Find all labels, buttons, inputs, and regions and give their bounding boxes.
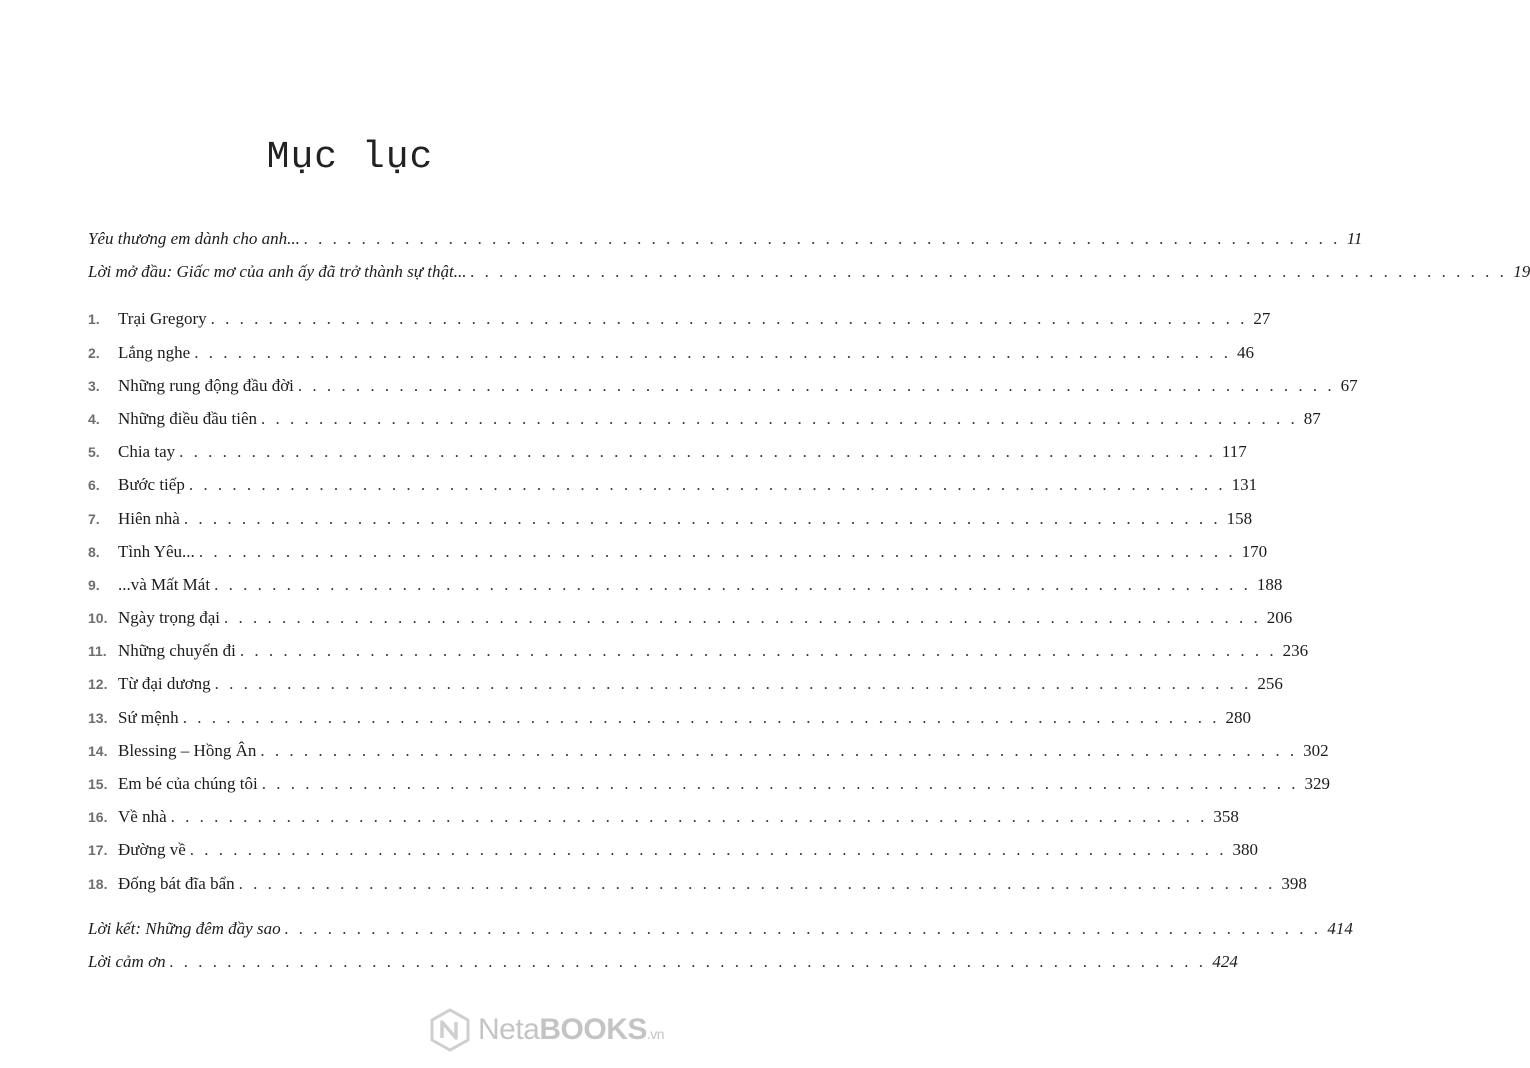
chapter-number: 5. (88, 444, 100, 461)
chapter-number: 10. (88, 610, 108, 627)
page-number: 424 (1212, 951, 1238, 971)
toc-entry (88, 408, 1321, 442)
entry-title: Lắng nghe (118, 342, 191, 362)
toc-entry (88, 574, 1283, 608)
entry-title: Về nhà (118, 807, 167, 827)
toc-entry (88, 740, 1329, 774)
chapter-number: 4. (88, 410, 100, 427)
toc-entry (88, 442, 1247, 475)
dot-leader: . . . . . . . . . . . . . . . . . . . . . . . . . . . . . . . . . . . . . . . . . . . . . . . . . . . . . . . . . . . . . . . . . . . . . . . . (210, 309, 1248, 329)
toc-entry (88, 641, 1309, 674)
dot-leader: . . . . . . . . . . . . . . . . . . . . . . . . . . . . . . . . . . . . . . . . . . . . . . . . . . . . . . . . . . . . . . . . . . . . . . . . (297, 375, 1335, 395)
netabooks-logo-icon (428, 1008, 472, 1052)
page-number: 170 (1241, 541, 1268, 561)
toc-entry (88, 475, 1258, 508)
chapter-number: 16. (88, 809, 108, 826)
toc-entry (88, 342, 1254, 376)
chapter-number: 15. (88, 776, 108, 792)
page-number: 87 (1303, 408, 1321, 428)
dot-leader: . . . . . . . . . . . . . . . . . . . . . . . . . . . . . . . . . . . . . . . . . . . . . . . . . . . . . . . . . . . . . . . . . . . . . . . . (470, 262, 1508, 282)
entry-title: Tình Yêu... (118, 541, 195, 561)
page-number: 131 (1231, 475, 1258, 495)
dot-leader: . . . . . . . . . . . . . . . . . . . . . . . . . . . . . . . . . . . . . . . . . . . . . . . . . . . . . . . . . . . . . . . . . . . . . . . . (183, 508, 1221, 528)
entry-title: Lời kết: Những đêm đầy sao (88, 918, 281, 938)
toc-entry (88, 918, 1353, 952)
chapter-number: 1. (88, 311, 100, 328)
page-number: 380 (1232, 840, 1259, 860)
entry-title: Yêu thương em dành cho anh... (88, 229, 300, 248)
toc-entry (88, 674, 1283, 707)
page-number: 414 (1327, 918, 1353, 938)
toc-entry (88, 508, 1253, 542)
dot-leader: . . . . . . . . . . . . . . . . . . . . . . . . . . . . . . . . . . . . . . . . . . . . . . . . . . . . . . . . . . . . . . . . . . . . . . . . (169, 951, 1207, 971)
toc-entry (88, 774, 1330, 807)
entry-title: Lời cảm ơn (88, 951, 166, 971)
watermark (428, 1005, 664, 1055)
chapter-number: 14. (88, 742, 108, 759)
chapter-number: 17. (88, 842, 108, 859)
page-number: 11 (1346, 229, 1363, 248)
page-number: 158 (1226, 508, 1253, 528)
toc-entry (88, 541, 1268, 575)
dot-leader: . . . . . . . . . . . . . . . . . . . . . . . . . . . . . . . . . . . . . . . . . . . . . . . . . . . . . . . . . . . . . . . . . . . . . . . . (214, 674, 1252, 694)
watermark-brand-b: BOOKS (539, 1013, 647, 1046)
page-number: 67 (1340, 375, 1358, 395)
page-number: 19 (1513, 262, 1530, 282)
chapter-number: 3. (88, 377, 100, 394)
toc-entry (88, 262, 1530, 295)
chapter-number: 2. (88, 344, 100, 361)
page-number: 280 (1225, 707, 1251, 727)
dot-leader: . . . . . . . . . . . . . . . . . . . . . . . . . . . . . . . . . . . . . . . . . . . . . . . . . . . . . . . . . . . . . . . . . . . . . . . . (303, 229, 1341, 248)
entry-title: Bước tiếp (118, 475, 185, 495)
entry-title: Đống bát đĩa bẩn (118, 873, 235, 893)
dot-leader: . . . . . . . . . . . . . . . . . . . . . . . . . . . . . . . . . . . . . . . . . . . . . . . . . . . . . . . . . . . . . . . . . . . . . . . . (261, 408, 1298, 428)
chapter-number: 9. (88, 576, 100, 593)
dot-leader: . . . . . . . . . . . . . . . . . . . . . . . . . . . . . . . . . . . . . . . . . . . . . . . . . . . . . . . . . . . . . . . . . . . . . . . . (284, 918, 1322, 938)
page-number: 117 (1221, 442, 1247, 462)
chapter-number: 11. (88, 643, 107, 660)
page-number: 329 (1304, 774, 1330, 793)
dot-leader: . . . . . . . . . . . . . . . . . . . . . . . . . . . . . . . . . . . . . . . . . . . . . . . . . . . . . . . . . . . . . . . . . . . . . . . . (179, 442, 1216, 462)
chapter-number: 8. (88, 543, 100, 560)
entry-title: Ngày trọng đại (118, 608, 220, 628)
entry-title: Sứ mệnh (118, 707, 179, 727)
page-number: 188 (1256, 574, 1283, 594)
chapter-number: 7. (88, 510, 100, 527)
chapter-number: 6. (88, 477, 100, 494)
chapter-number: 13. (88, 709, 108, 726)
dot-leader: . . . . . . . . . . . . . . . . . . . . . . . . . . . . . . . . . . . . . . . . . . . . . . . . . . . . . . . . . . . . . . . . . . . . . . . . (194, 342, 1231, 362)
dot-leader: . . . . . . . . . . . . . . . . . . . . . . . . . . . . . . . . . . . . . . . . . . . . . . . . . . . . . . . . . . . . . . . . . . . . . . . . (198, 541, 1236, 561)
page-number: 236 (1282, 641, 1309, 661)
dot-leader: . . . . . . . . . . . . . . . . . . . . . . . . . . . . . . . . . . . . . . . . . . . . . . . . . . . . . . . . . . . . . . . . . . . . . . . . (189, 840, 1227, 860)
toc-entry (88, 707, 1251, 741)
entry-title: Những chuyến đi (118, 641, 236, 661)
page-number: 46 (1236, 342, 1254, 362)
page-number: 398 (1281, 873, 1307, 893)
toc-entry (88, 873, 1307, 907)
watermark-brand-a: Neta (478, 1013, 540, 1046)
dot-leader: . . . . . . . . . . . . . . . . . . . . . . . . . . . . . . . . . . . . . . . . . . . . . . . . . . . . . . . . . . . . . . . . . . . . . . . . (182, 707, 1220, 727)
watermark-suffix: .vn (646, 1026, 665, 1042)
dot-leader: . . . . . . . . . . . . . . . . . . . . . . . . . . . . . . . . . . . . . . . . . . . . . . . . . . . . . . . . . . . . . . . . . . . . . . . . (214, 574, 1251, 594)
toc-entry (88, 608, 1293, 641)
entry-title: ...và Mất Mát (118, 574, 211, 594)
entry-title: Em bé của chúng tôi (118, 774, 258, 793)
entry-title: Những điều đầu tiên (118, 408, 258, 428)
chapter-number: 12. (88, 676, 108, 693)
page-number: 302 (1303, 740, 1329, 760)
table-of-contents (88, 229, 1530, 985)
toc-entry (88, 375, 1358, 409)
entry-title: Chia tay (118, 442, 176, 462)
entry-title: Hiên nhà (118, 508, 180, 528)
page-number: 206 (1266, 608, 1293, 628)
toc-entry (88, 840, 1259, 873)
entry-title: Blessing – Hồng Ân (118, 740, 257, 760)
entry-title: Đường về (118, 840, 186, 860)
entry-title: Những rung động đầu đời (118, 375, 294, 395)
entry-title: Từ đại dương (118, 674, 211, 694)
entry-title: Lời mở đầu: Giấc mơ của anh ấy đã trở thành sự thật... (88, 262, 467, 282)
watermark-text (478, 1013, 664, 1047)
chapter-number: 18. (88, 875, 108, 892)
toc-entry (88, 951, 1238, 985)
page-number: 256 (1257, 674, 1283, 694)
toc-entry (88, 807, 1239, 840)
dot-leader: . . . . . . . . . . . . . . . . . . . . . . . . . . . . . . . . . . . . . . . . . . . . . . . . . . . . . . . . . . . . . . . . . . . . . . . . (223, 608, 1261, 628)
dot-leader: . . . . . . . . . . . . . . . . . . . . . . . . . . . . . . . . . . . . . . . . . . . . . . . . . . . . . . . . . . . . . . . . . . . . . . . . (239, 641, 1277, 661)
dot-leader: . . . . . . . . . . . . . . . . . . . . . . . . . . . . . . . . . . . . . . . . . . . . . . . . . . . . . . . . . . . . . . . . . . . . . . . . (188, 475, 1226, 495)
toc-entry (88, 309, 1271, 342)
chapter-list (88, 309, 1358, 906)
toc-entry (88, 229, 1363, 262)
front-matter (88, 229, 1530, 295)
page-number: 27 (1253, 309, 1271, 329)
dot-leader: . . . . . . . . . . . . . . . . . . . . . . . . . . . . . . . . . . . . . . . . . . . . . . . . . . . . . . . . . . . . . . . . . . . . . . . . (170, 807, 1208, 827)
dot-leader: . . . . . . . . . . . . . . . . . . . . . . . . . . . . . . . . . . . . . . . . . . . . . . . . . . . . . . . . . . . . . . . . . . . . . . . . (238, 873, 1276, 893)
dot-leader: . . . . . . . . . . . . . . . . . . . . . . . . . . . . . . . . . . . . . . . . . . . . . . . . . . . . . . . . . . . . . . . . . . . . . . . . (261, 774, 1299, 793)
back-matter (88, 918, 1353, 985)
page-number: 358 (1213, 807, 1239, 827)
dot-leader: . . . . . . . . . . . . . . . . . . . . . . . . . . . . . . . . . . . . . . . . . . . . . . . . . . . . . . . . . . . . . . . . . . . . . . . . (260, 740, 1298, 760)
page-title: Mục lục (266, 136, 434, 179)
entry-title: Trại Gregory (118, 309, 207, 329)
